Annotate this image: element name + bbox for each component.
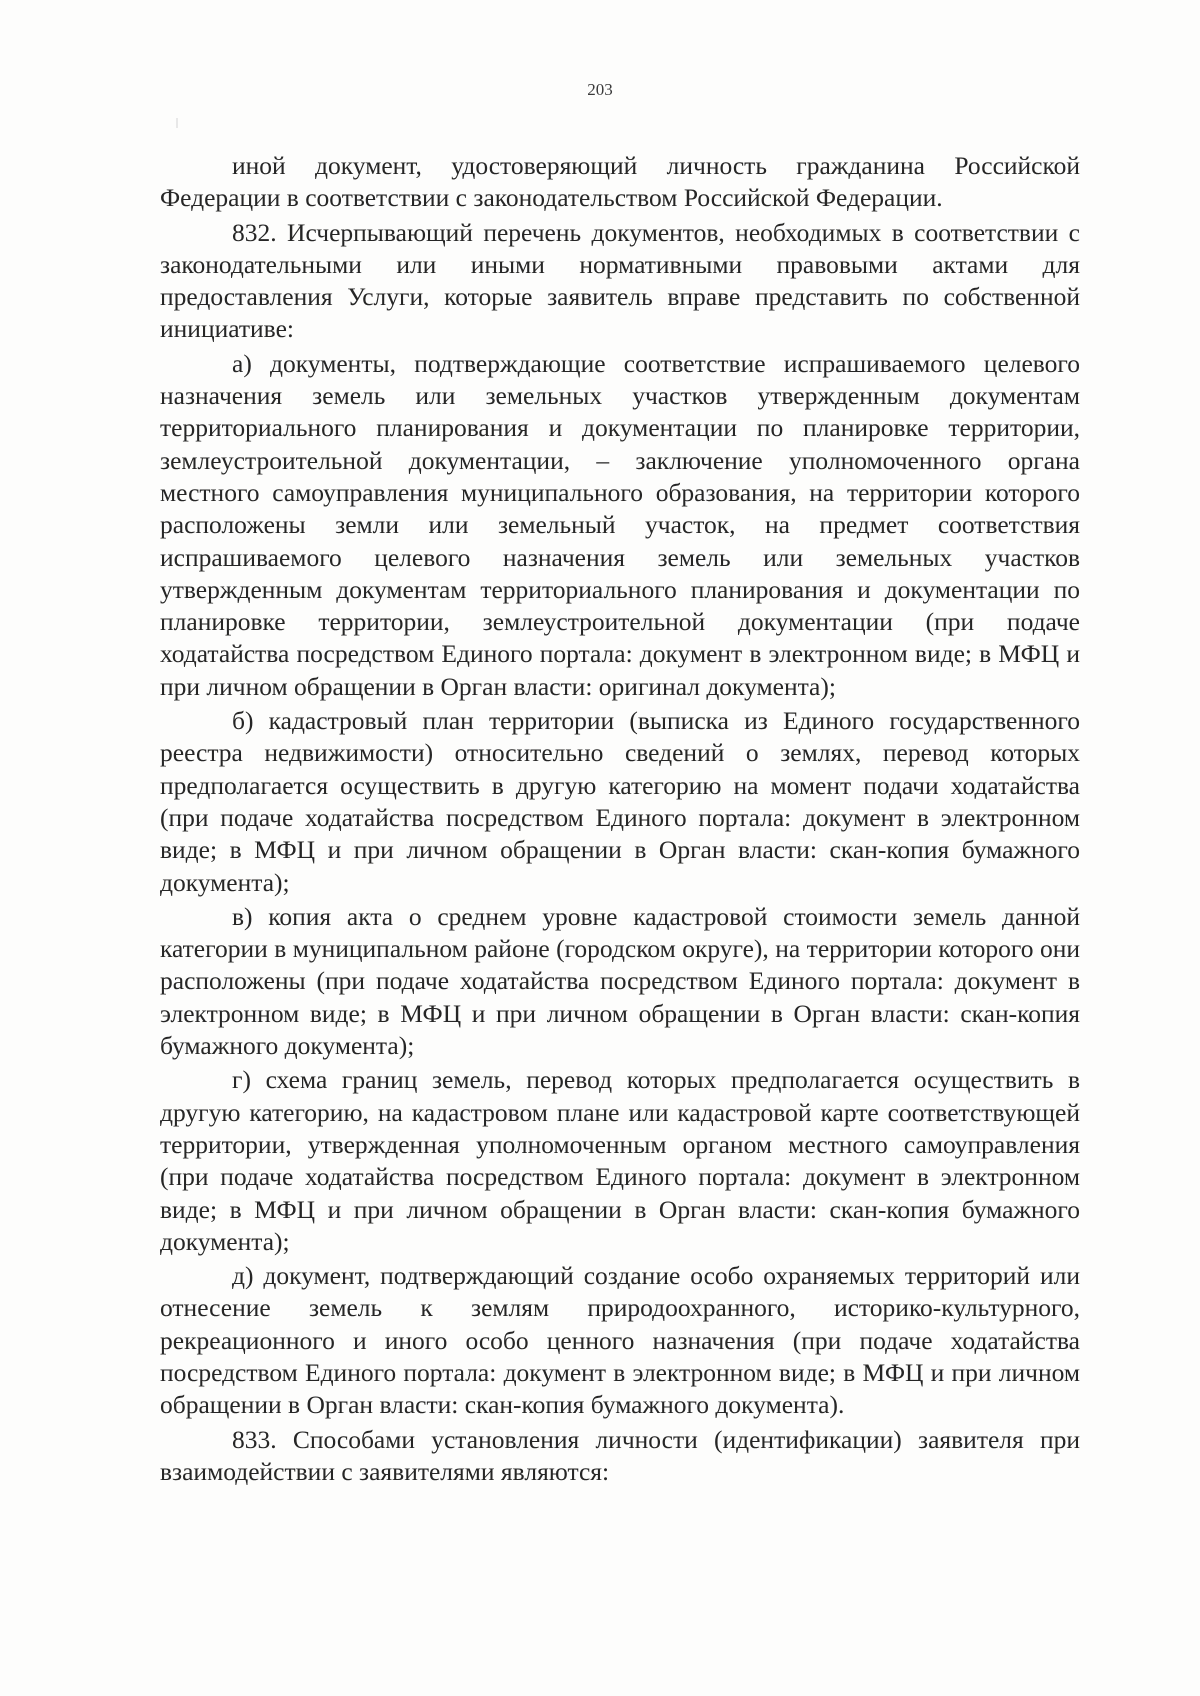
paragraph-item-b: б) кадастровый план территории (выписка из Единого государственного реестра недвижимости) относительно сведений о землях, перевод которых предполагается осуществить в другую категорию на момент подачи ходатайства (при подаче ходатайства посредством Единого портала: документ в электронном виде; в МФЦ и при личном обращении в Орган власти: скан-копия бумажного документа); <box>160 706 1080 897</box>
paragraph-item-d: д) документ, подтверждающий создание особо охраняемых территорий или отнесение земель к землям природоохранного, историко-культурного, рекреационного и иного особо ценного назначения (при подаче ходатайства посредством Единого портала: документ в электронном виде; в МФЦ и при личном обращении в Орган власти: скан-копия бумажного документа). <box>160 1261 1080 1420</box>
page-number: 203 <box>587 80 613 99</box>
paragraph-832: 832. Исчерпывающий перечень документов, необходимых в соответствии с законодательными или иными нормативными правовыми актами для предоставления Услуги, которые заявитель вправе представить по собственной инициативе: <box>160 217 1080 344</box>
paragraph-item-a: а) документы, подтверждающие соответствие испрашиваемого целевого назначения земель или земельных участков утвержденным документам территориального планирования и документации по планировке территории, землеустроительной документации, – заключение уполномоченного органа местного самоуправления муниципального образования, на территории которого расположены земли или земельный участок, на предмет соответствия испрашиваемого целевого назначения земель или земельных участков утвержденным документам территориального планирования и документации по планировке территории, землеустроительной документации (при подаче ходатайства посредством Единого портала: документ в электронном виде; в МФЦ и при личном обращении в Орган власти: оригинал документа); <box>160 348 1080 701</box>
paragraph-833: 833. Способами установления личности (идентификации) заявителя при взаимодействии с заявителями являются: <box>160 1424 1080 1486</box>
document-body <box>160 150 1080 1488</box>
scan-mark <box>176 118 178 128</box>
paragraph-item-v: в) копия акта о среднем уровне кадастровой стоимости земель данной категории в муниципальном районе (городском округе), на территории которого они расположены (при подаче ходатайства посредством Единого портала: документ в электронном виде; в МФЦ и при личном обращении в Орган власти: скан-копия бумажного документа); <box>160 901 1080 1061</box>
paragraph-continuation: иной документ, удостоверяющий личность гражданина Российской Федерации в соответствии с законодательством Российской Федерации. <box>160 151 1080 213</box>
paragraph-item-g: г) схема границ земель, перевод которых предполагается осуществить в другую категорию, на кадастровом плане или кадастровой карте соответствующей территории, утвержденная уполномоченным органом местного самоуправления (при подаче ходатайства посредством Единого портала: документ в электронном виде; в МФЦ и при личном обращении в Орган власти: скан-копия бумажного документа); <box>160 1065 1080 1256</box>
